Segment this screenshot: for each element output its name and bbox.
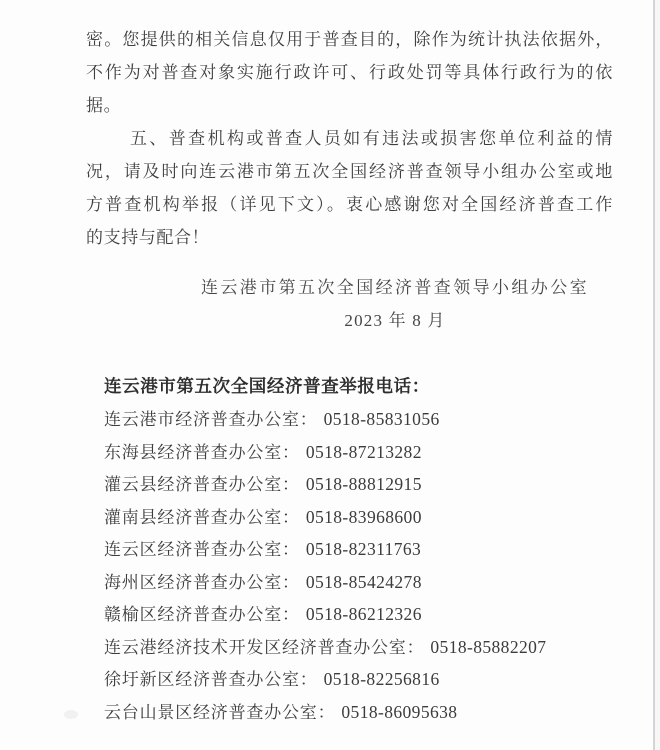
office-name: 海州区经济普查办公室： [104,572,300,592]
office-name: 灌南县经济普查办公室： [104,507,300,527]
paragraph-line: 的支持与配合！ [86,228,210,247]
office-name: 连云港市经济普查办公室： [104,410,318,429]
phone-number: 0518-85424278 [305,571,422,592]
paragraph-line: 不作为对普查对象实施行政许可、行政处罚等具体行政行为的依 [86,63,613,82]
paragraph-line: 密。您提供的相关信息仅用于普查目的，除作为统计执法依据外， [86,30,613,49]
hotline-row [104,469,660,502]
phone-number: 0518-82256816 [323,669,440,689]
scan-artifact [64,710,78,719]
phone-number: 0518-82311763 [305,539,422,559]
hotline-row [104,404,660,437]
hotline-section-header: 连云港市第五次全国经济普查举报电话： [104,376,430,396]
office-name: 连云港经济技术开发区经济普查办公室： [104,637,425,657]
office-name: 东海县经济普查办公室： [104,442,300,462]
paragraph-line: 据。 [86,96,122,115]
hotline-row [104,534,660,567]
hotline-row [104,664,660,697]
signature-block [0,271,660,338]
phone-number: 0518-86095638 [341,701,458,722]
paragraph-confidentiality [86,0,613,122]
hotline-row [104,632,660,665]
phone-number: 0518-86212326 [305,604,422,624]
phone-number: 0518-87213282 [305,441,422,462]
hotline-list [104,404,660,729]
paragraph-report-violations [86,122,613,254]
paragraph-line: 方普查机构举报（详见下文）。衷心感谢您对全国经济普查工作 [86,195,613,214]
page-edge-line [653,0,655,750]
office-name: 灌云县经济普查办公室： [104,475,300,494]
office-name: 云台山景区经济普查办公室： [104,702,336,722]
office-name: 连云区经济普查办公室： [104,540,300,559]
phone-number: 0518-83968600 [305,506,422,527]
hotline-row [104,502,660,535]
hotline-row [104,567,660,600]
hotline-row [104,437,660,470]
paragraph-line: 况，请及时向连云港市第五次全国经济普查领导小组办公室或地 [86,162,613,181]
signature-office-name: 连云港市第五次全国经济普查领导小组办公室 [201,278,589,297]
office-name: 徐圩新区经济普查办公室： [104,670,318,689]
office-name: 赣榆区经济普查办公室： [104,605,300,624]
phone-number: 0518-85831056 [323,409,440,429]
hotline-row [104,599,660,632]
signature-date: 2023 年 8 月 [344,311,446,330]
paragraph-line: 五、普查机构或普查人员如有违法或损害您单位利益的情 [130,129,613,148]
phone-number: 0518-85882207 [430,636,547,657]
phone-number: 0518-88812915 [305,474,422,494]
page-edge-strip [655,0,660,750]
hotline-row [104,697,660,730]
